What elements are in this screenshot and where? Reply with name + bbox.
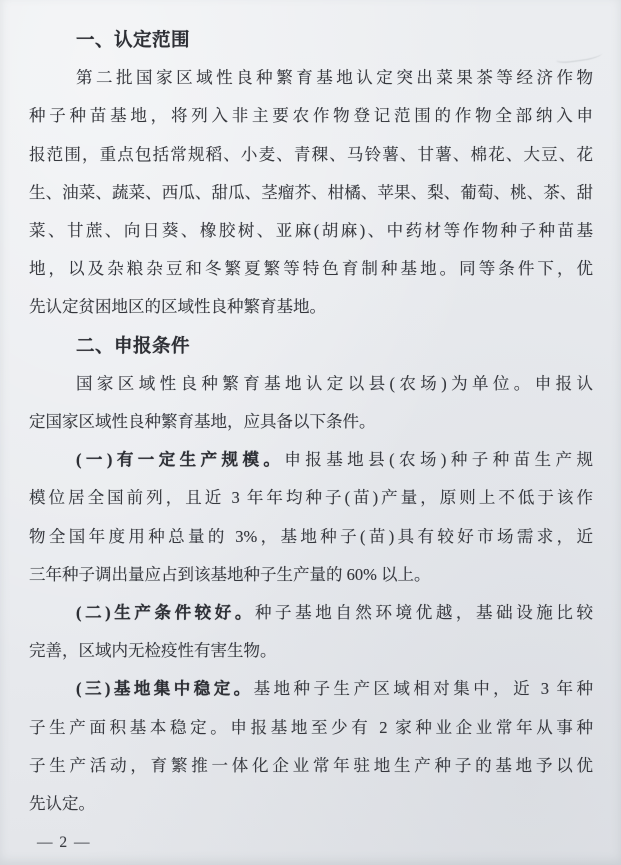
section-heading-application-conditions: 二、申报条件 — [76, 334, 191, 356]
section-heading-certification-scope: 一、认定范围 — [76, 29, 191, 50]
text-line — [29, 594, 593, 632]
paragraph-condition-base-stability — [29, 670, 593, 823]
item-lead-bold: (三)基地集中稳定。 — [76, 679, 254, 699]
text-line: 第二批国家区域性良种繁育基地认定突出菜果茶等经济作物 — [76, 68, 593, 88]
text-line: 种子种苗基地，将列入非主要农作物登记范围的作物全部纳入申 — [29, 106, 593, 126]
text-line: 国家区域性良种繁育基地认定以县(农场)为单位。申报认 — [76, 373, 593, 393]
text-line: 生、油菜、蔬菜、西瓜、甜瓜、茎瘤芥、柑橘、苹果、梨、葡萄、桃、茶、甜 — [29, 182, 593, 202]
text-line: 先认定。 — [29, 794, 95, 814]
text-line: 三年种子调出量应占到该基地种子生产量的 60% 以上。 — [29, 564, 431, 584]
item-lead-rest: 种子基地自然环境优越，基础设施比较 — [254, 603, 593, 623]
document-body — [29, 21, 593, 823]
item-lead-bold: (二)生产条件较好。 — [76, 603, 255, 623]
paragraph-condition-production-scale — [29, 441, 593, 594]
text-line — [29, 441, 593, 479]
text-line: 报范围，重点包括常规稻、小麦、青稞、马铃薯、甘薯、棉花、大豆、花 — [29, 144, 593, 164]
text-line: 地，以及杂粮杂豆和冬繁夏繁等特色育制种基地。同等条件下，优 — [29, 259, 593, 279]
paragraph-application-unit — [29, 365, 593, 441]
text-line — [29, 670, 593, 708]
item-lead-rest: 基地种子生产区域相对集中，近 3 年种 — [253, 679, 593, 699]
text-line: 先认定贫困地区的区域性良种繁育基地。 — [29, 297, 326, 317]
text-line: 子生产活动，育繁推一体化企业常年驻地生产种子的基地予以优 — [29, 755, 593, 775]
item-lead-rest: 申报基地县(农场)种子种苗生产规 — [284, 450, 593, 470]
page-number: — 2 — — [37, 834, 91, 851]
text-line: 物全国年度用种总量的 3%，基地种子(苗)具有较好市场需求，近 — [29, 526, 593, 546]
text-line: 模位居全国前列，且近 3 年年均种子(苗)产量，原则上不低于该作 — [29, 488, 593, 508]
paragraph-certification-scope — [29, 59, 593, 326]
paragraph-condition-production-environment — [29, 594, 593, 670]
text-line: 定国家区域性良种繁育基地，应具备以下条件。 — [29, 412, 376, 432]
item-lead-bold: (一)有一定生产规模。 — [76, 450, 285, 470]
text-line: 菜、甘蔗、向日葵、橡胶树、亚麻(胡麻)、中药材等作物种子种苗基 — [29, 221, 593, 241]
text-line: 完善，区域内无检疫性有害生物。 — [29, 641, 277, 661]
text-line: 子生产面积基本稳定。申报基地至少有 2 家种业企业常年从事种 — [29, 717, 593, 737]
